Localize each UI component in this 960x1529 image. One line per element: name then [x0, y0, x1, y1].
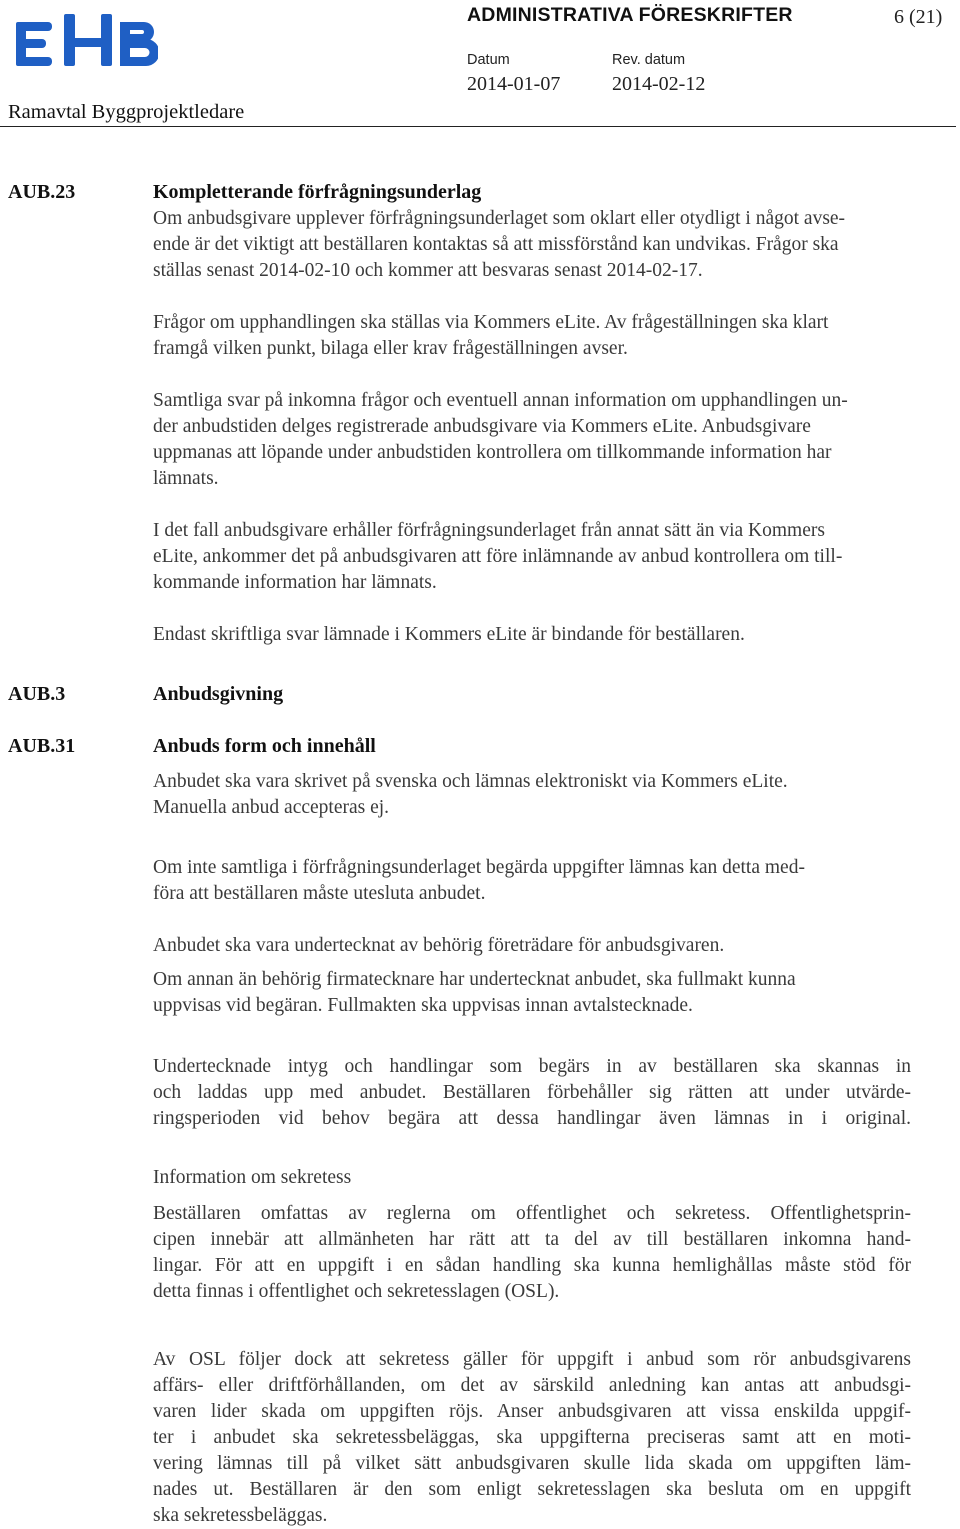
section-number-aub3: AUB.3: [8, 683, 66, 705]
text-line: uppvisas vid begäran. Fullmakten ska uppvisas innan avtalstecknade.: [153, 995, 693, 1016]
text-line: ska sekretessbeläggas.: [153, 1505, 328, 1526]
paragraph: [153, 388, 959, 492]
text-line: eLite, ankommer det på anbudsgivaren att före inlämnande av anbud kontrollera om till-: [153, 546, 843, 567]
text-line: varen lider skada om uppgiften röjs. Anser anbudsgivaren att vissa enskilda uppgif-: [153, 1401, 911, 1422]
ehb-logo: [16, 8, 158, 68]
text-line: lingar. För att en uppgift i en sådan handling ska kunna hemlighållas måste stöd för: [153, 1255, 911, 1276]
text-line: affärs- eller driftförhållanden, om det av särskild anledning kan antas att anbudsgi-: [153, 1375, 911, 1396]
text-line: vering lämnas till på vilket sätt anbudsgivaren skulle lida skada om uppgiften läm-: [153, 1453, 911, 1474]
paragraph: [153, 622, 959, 648]
text-line: Om inte samtliga i förfrågningsunderlaget begärda uppgifter lämnas kan detta med-: [153, 857, 805, 878]
text-line: cipen innebär att allmänheten har rätt att ta del av till beställaren inkomna hand-: [153, 1229, 911, 1250]
subheading-sekretess: Information om sekretess: [153, 1167, 352, 1188]
document-type: ADMINISTRATIVA FÖRESKRIFTER: [467, 4, 793, 26]
text-line: Endast skriftliga svar lämnade i Kommers eLite är bindande för beställaren.: [153, 624, 745, 645]
text-line: uppmanas att löpande under anbudstiden kontrollera om tillkommande information har: [153, 442, 832, 463]
section-number-aub23: AUB.23: [8, 181, 76, 203]
project-name: Ramavtal Byggprojektledare: [8, 101, 245, 123]
text-line: framgå vilken punkt, bilaga eller krav frågeställningen avser.: [153, 338, 628, 359]
section-title-aub31: Anbuds form och innehåll: [153, 735, 376, 757]
text-line: Om annan än behörig firmatecknare har undertecknat anbudet, ska fullmakt kunna: [153, 969, 796, 990]
text-line: Frågor om upphandlingen ska ställas via Kommers eLite. Av frågeställningen ska klart: [153, 312, 829, 333]
text-line: Om anbudsgivare upplever förfrågningsunderlaget som oklart eller otydligt i något avse-: [153, 208, 846, 229]
text-line: nades ut. Beställaren är den som enligt sekretesslagen ska besluta om en uppgift: [153, 1479, 911, 1500]
text-line: ställas senast 2014-02-10 och kommer att besvaras senast 2014-02-17.: [153, 260, 703, 281]
section-title-aub3: Anbudsgivning: [153, 683, 284, 705]
text-line: föra att beställaren måste utesluta anbudet.: [153, 883, 486, 904]
page-indicator: 6 (21): [894, 6, 943, 28]
date-label: Datum: [467, 52, 510, 68]
paragraph: [153, 518, 959, 596]
text-line: kommande information har lämnats.: [153, 572, 437, 593]
paragraph: [153, 855, 959, 907]
text-line: Av OSL följer dock att sekretess gäller för uppgift i anbud som rör anbudsgivarens: [153, 1349, 911, 1370]
text-line: der anbudstiden delges registrerade anbudsgivare via Kommers eLite. Anbudsgivare: [153, 416, 811, 437]
paragraph: [153, 769, 959, 821]
date-value: 2014-01-07: [467, 73, 561, 95]
text-line: och laddas upp med anbudet. Beställaren förbehåller sig rätten att under utvärde-: [153, 1082, 911, 1103]
text-line: Manuella anbud accepteras ej.: [153, 797, 390, 818]
paragraph: [153, 1201, 911, 1305]
text-line: ende är det viktigt att beställaren kontaktas så att missförstånd kan undvikas. Frågor ska: [153, 234, 839, 255]
section-number-aub31: AUB.31: [8, 735, 76, 757]
paragraph: [153, 967, 959, 1019]
text-line: Anbudet ska vara undertecknat av behörig företrädare för anbudsgivaren.: [153, 935, 725, 956]
text-line: Anbudet ska vara skrivet på svenska och lämnas elektroniskt via Kommers eLite.: [153, 771, 788, 792]
text-line: ringsperioden vid behov begära att dessa handlingar även lämnas in i original.: [153, 1108, 911, 1129]
paragraph: [153, 1054, 911, 1132]
paragraph: [153, 1347, 911, 1529]
text-line: Beställaren omfattas av reglerna om offentlighet och sekretess. Offentlighetsprin-: [153, 1203, 911, 1224]
paragraph: [153, 933, 959, 959]
text-line: lämnats.: [153, 468, 219, 489]
text-line: detta finnas i offentlighet och sekretesslagen (OSL).: [153, 1281, 560, 1302]
rev-date-value: 2014-02-12: [612, 73, 706, 95]
paragraph: [153, 310, 959, 362]
header-divider: [0, 126, 956, 127]
section-title-aub23: Kompletterande förfrågningsunderlag: [153, 181, 482, 203]
text-line: Undertecknade intyg och handlingar som begärs in av beställaren ska skannas in: [153, 1056, 911, 1077]
text-line: Samtliga svar på inkomna frågor och eventuell annan information om upphandlingen un-: [153, 390, 848, 411]
text-line: ter i anbudet ska sekretessbeläggas, ska uppgifterna preciseras samt att en moti-: [153, 1427, 911, 1448]
paragraph: [153, 206, 959, 284]
rev-date-label: Rev. datum: [612, 52, 686, 68]
text-line: I det fall anbudsgivare erhåller förfrågningsunderlaget från annat sätt än via Kommers: [153, 520, 825, 541]
